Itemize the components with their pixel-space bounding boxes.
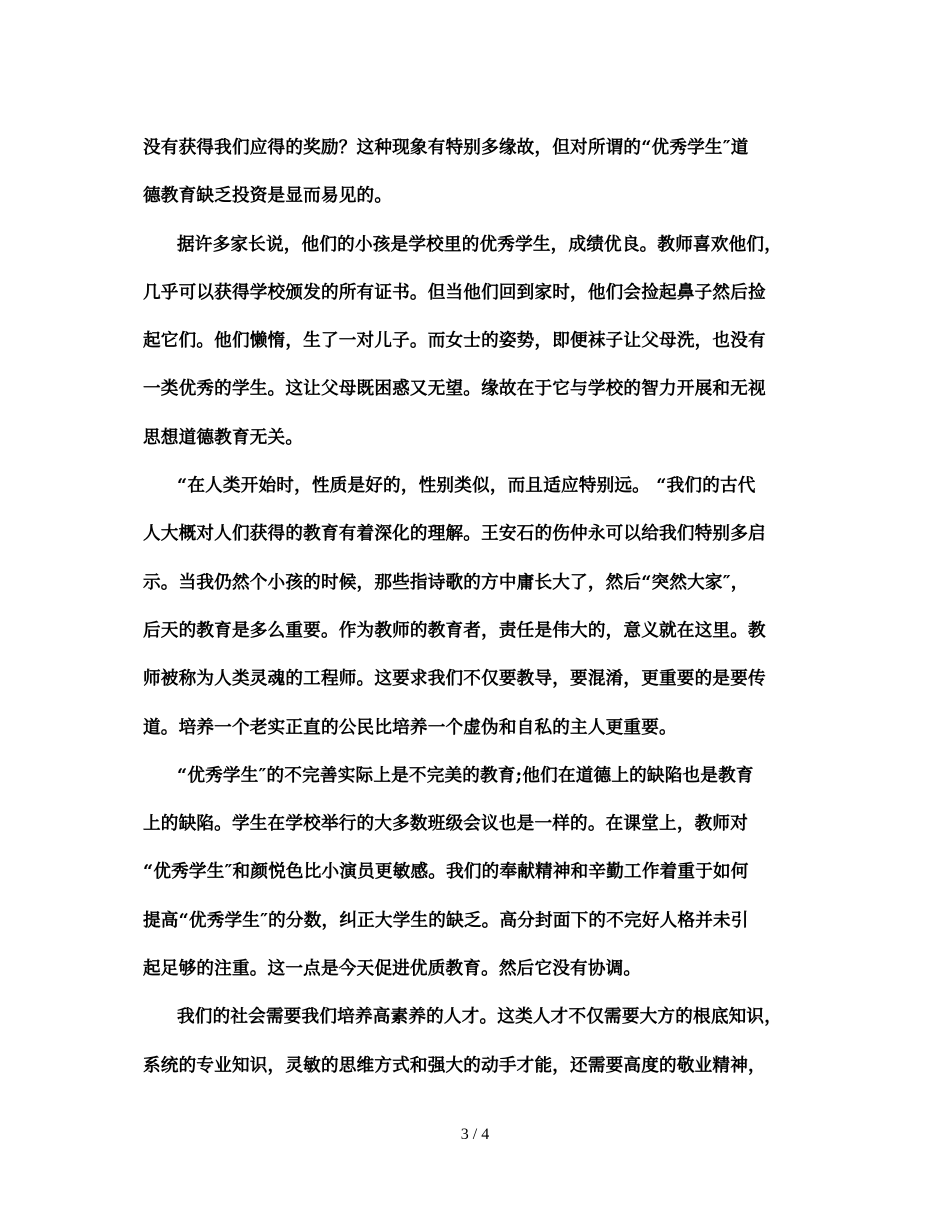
text-line: 没有获得我们应得的奖励？这种现象有特别多缘故，但对所谓的“优秀学生″道 [143, 137, 749, 158]
text-line: 示。当我仍然个小孩的时候，那些指诗歌的方中庸长大了，然后“突然大家″， [143, 571, 749, 593]
text-line: 起足够的注重。这一点是今天促进优质教育。然后它没有协调。 [143, 958, 642, 980]
text-line: 几乎可以获得学校颁发的所有证书。但当他们回到家时，他们会捡起鼻子然后捡 [143, 281, 766, 303]
text-line: 提高“优秀学生″的分数，纠正大学生的缺乏。高分封面下的不完好人格并未引 [143, 909, 749, 931]
text-line: 起它们。他们懒惰，生了一对儿子。而女士的姿势，即便袜子让父母洗，也没有 [143, 330, 766, 352]
text-line: 思想道德教育无关。 [143, 426, 304, 448]
text-line: “优秀学生″的不完善实际上是不完美的教育;他们在道德上的缺陷也是教育 [177, 764, 754, 786]
text-line: 德教育缺乏投资是显而易见的。 [143, 185, 393, 207]
text-line: 师被称为人类灵魂的工程师。这要求我们不仅要教导，要混淆，更重要的是要传 [143, 668, 766, 690]
text-line: 我们的社会需要我们培养高素养的人才。这类人才不仅需要大方的根底知识， [177, 1006, 782, 1028]
text-line: 上的缺陷。学生在学校举行的大多数班级会议也是一样的。在课堂上，教师对 [143, 813, 748, 835]
text-line: 道。培养一个老实正直的公民比培养一个虚伪和自私的主人更重要。 [143, 716, 677, 738]
body-text [143, 124, 843, 1090]
text-line: 一类优秀的学生。这让父母既困惑又无望。缘故在于它与学校的智力开展和无视 [143, 378, 766, 400]
text-line: 人大概对人们获得的教育有着深化的理解。王安石的伤仲永可以给我们特别多启 [143, 523, 766, 545]
text-line: 据许多家长说，他们的小孩是学校里的优秀学生，成绩优良。教师喜欢他们， [177, 233, 782, 255]
text-line: “在人类开始时，性质是好的，性别类似，而且适应特别远。 “我们的古代 [177, 475, 756, 497]
text-line: “优秀学生″和颜悦色比小演员更敏感。我们的奉献精神和辛勤工作着重于如何 [143, 861, 749, 883]
page-number: 3 / 4 [460, 1126, 490, 1143]
text-line: 系统的专业知识，灵敏的思维方式和强大的动手才能，还需要高度的敬业精神， [143, 1054, 766, 1076]
text-line: 后天的教育是多么重要。作为教师的教育者，责任是伟大的，意义就在这里。教 [143, 619, 766, 641]
